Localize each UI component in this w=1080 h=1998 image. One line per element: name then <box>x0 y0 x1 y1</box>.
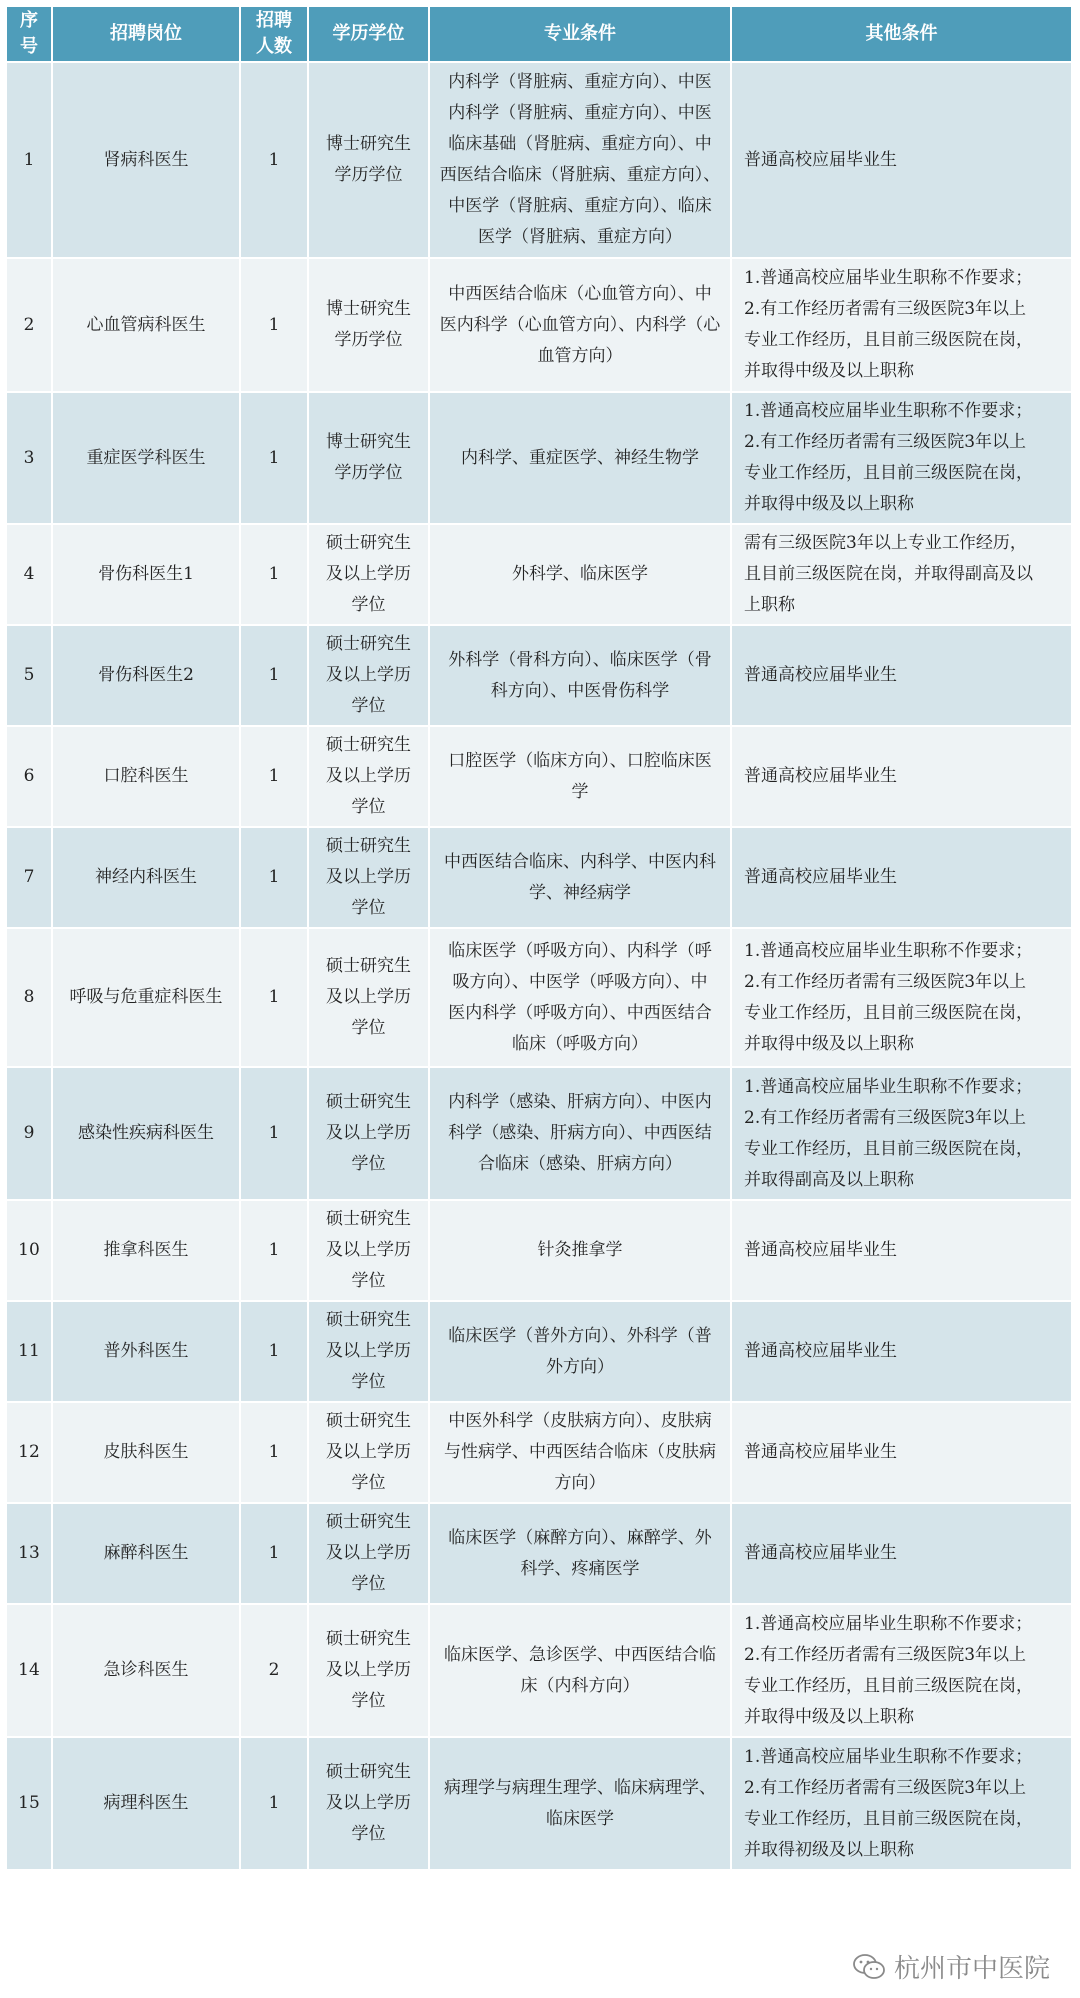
cell-education: 硕士研究生 及以上学历 学位 <box>309 1605 428 1736</box>
table-row <box>7 1504 1071 1603</box>
cell-position: 骨伤科医生2 <box>53 626 239 725</box>
cell-count: 1 <box>241 525 307 624</box>
table-header-row <box>7 7 1071 61</box>
cell-other: 1.普通高校应届毕业生职称不作要求； 2.有工作经历者需有三级医院3年以上 专业工作经历，且目前三级医院在岗， 并取得初级及以上职称 <box>732 1738 1071 1869</box>
header-education: 学历学位 <box>309 7 428 61</box>
cell-count: 1 <box>241 1738 307 1869</box>
cell-no: 13 <box>7 1504 51 1603</box>
cell-other: 普通高校应届毕业生 <box>732 1201 1071 1300</box>
cell-count: 2 <box>241 1605 307 1736</box>
cell-no: 9 <box>7 1068 51 1199</box>
cell-other: 普通高校应届毕业生 <box>732 1302 1071 1401</box>
cell-other: 1.普通高校应届毕业生职称不作要求； 2.有工作经历者需有三级医院3年以上 专业工作经历，且目前三级医院在岗， 并取得中级及以上职称 <box>732 929 1071 1066</box>
cell-count: 1 <box>241 1403 307 1502</box>
watermark <box>852 1948 1050 1985</box>
cell-no: 10 <box>7 1201 51 1300</box>
cell-no: 8 <box>7 929 51 1066</box>
cell-position: 呼吸与危重症科医生 <box>53 929 239 1066</box>
cell-position: 神经内科医生 <box>53 828 239 927</box>
cell-major: 中西医结合临床（心血管方向）、中 医内科学（心血管方向）、内科学（心 血管方向） <box>430 259 730 391</box>
cell-major: 临床医学（呼吸方向）、内科学（呼 吸方向）、中医学（呼吸方向）、中 医内科学（呼吸方向）、中西医结合 临床（呼吸方向） <box>430 929 730 1066</box>
table-row <box>7 626 1071 725</box>
cell-education: 硕士研究生 及以上学历 学位 <box>309 1068 428 1199</box>
cell-education: 硕士研究生 及以上学历 学位 <box>309 1201 428 1300</box>
cell-education: 博士研究生 学历学位 <box>309 393 428 523</box>
cell-other: 普通高校应届毕业生 <box>732 828 1071 927</box>
cell-position: 骨伤科医生1 <box>53 525 239 624</box>
cell-other: 1.普通高校应届毕业生职称不作要求； 2.有工作经历者需有三级医院3年以上 专业工作经历，且目前三级医院在岗， 并取得中级及以上职称 <box>732 393 1071 523</box>
table-row <box>7 1068 1071 1199</box>
cell-education: 博士研究生 学历学位 <box>309 63 428 257</box>
cell-position: 口腔科医生 <box>53 727 239 826</box>
cell-major: 临床医学、急诊医学、中西医结合临 床（内科方向） <box>430 1605 730 1736</box>
recruitment-table <box>5 5 1073 1871</box>
cell-count: 1 <box>241 626 307 725</box>
cell-major: 临床医学（普外方向）、外科学（普 外方向） <box>430 1302 730 1401</box>
cell-major: 病理学与病理生理学、临床病理学、 临床医学 <box>430 1738 730 1869</box>
cell-no: 11 <box>7 1302 51 1401</box>
table-row <box>7 259 1071 391</box>
table-row <box>7 828 1071 927</box>
header-position: 招聘岗位 <box>53 7 239 61</box>
table-body <box>7 63 1071 1869</box>
cell-position: 推拿科医生 <box>53 1201 239 1300</box>
cell-no: 7 <box>7 828 51 927</box>
cell-education: 硕士研究生 及以上学历 学位 <box>309 1302 428 1401</box>
cell-other: 1.普通高校应届毕业生职称不作要求； 2.有工作经历者需有三级医院3年以上 专业工作经历，且目前三级医院在岗， 并取得中级及以上职称 <box>732 1605 1071 1736</box>
cell-other: 需有三级医院3年以上专业工作经历， 且目前三级医院在岗，并取得副高及以 上职称 <box>732 525 1071 624</box>
table-row <box>7 393 1071 523</box>
cell-major: 外科学、临床医学 <box>430 525 730 624</box>
cell-other: 1.普通高校应届毕业生职称不作要求； 2.有工作经历者需有三级医院3年以上 专业工作经历，且目前三级医院在岗， 并取得副高及以上职称 <box>732 1068 1071 1199</box>
cell-major: 临床医学（麻醉方向）、麻醉学、外 科学、疼痛医学 <box>430 1504 730 1603</box>
cell-education: 硕士研究生 及以上学历 学位 <box>309 1504 428 1603</box>
cell-education: 硕士研究生 及以上学历 学位 <box>309 626 428 725</box>
cell-major: 内科学（肾脏病、重症方向）、中医 内科学（肾脏病、重症方向）、中医 临床基础（肾脏病、重症方向）、中 西医结合临床（肾脏病、重症方向）、 中医学（肾脏病、重症方向）、临床 医学（肾脏病、重症方向） <box>430 63 730 257</box>
cell-position: 病理科医生 <box>53 1738 239 1869</box>
cell-count: 1 <box>241 828 307 927</box>
cell-education: 硕士研究生 及以上学历 学位 <box>309 1403 428 1502</box>
table-row <box>7 1403 1071 1502</box>
cell-position: 皮肤科医生 <box>53 1403 239 1502</box>
header-no: 序 号 <box>7 7 51 61</box>
cell-position: 急诊科医生 <box>53 1605 239 1736</box>
table-row <box>7 1302 1071 1401</box>
cell-count: 1 <box>241 1201 307 1300</box>
cell-major: 中西医结合临床、内科学、中医内科 学、神经病学 <box>430 828 730 927</box>
cell-major: 口腔医学（临床方向）、口腔临床医 学 <box>430 727 730 826</box>
cell-position: 普外科医生 <box>53 1302 239 1401</box>
cell-major: 内科学、重症医学、神经生物学 <box>430 393 730 523</box>
cell-other: 普通高校应届毕业生 <box>732 1403 1071 1502</box>
table-row <box>7 929 1071 1066</box>
cell-no: 2 <box>7 259 51 391</box>
table-row <box>7 1605 1071 1736</box>
cell-count: 1 <box>241 259 307 391</box>
cell-education: 硕士研究生 及以上学历 学位 <box>309 525 428 624</box>
cell-education: 硕士研究生 及以上学历 学位 <box>309 828 428 927</box>
cell-no: 14 <box>7 1605 51 1736</box>
cell-no: 1 <box>7 63 51 257</box>
cell-count: 1 <box>241 1302 307 1401</box>
cell-education: 硕士研究生 及以上学历 学位 <box>309 727 428 826</box>
table-row <box>7 63 1071 257</box>
cell-major: 外科学（骨科方向）、临床医学（骨 科方向）、中医骨伤科学 <box>430 626 730 725</box>
cell-count: 1 <box>241 727 307 826</box>
header-other: 其他条件 <box>732 7 1071 61</box>
table-row <box>7 1738 1071 1869</box>
cell-no: 3 <box>7 393 51 523</box>
cell-other: 普通高校应届毕业生 <box>732 626 1071 725</box>
cell-position: 心血管病科医生 <box>53 259 239 391</box>
header-major: 专业条件 <box>430 7 730 61</box>
cell-other: 普通高校应届毕业生 <box>732 63 1071 257</box>
cell-major: 中医外科学（皮肤病方向）、皮肤病 与性病学、中西医结合临床（皮肤病 方向） <box>430 1403 730 1502</box>
cell-count: 1 <box>241 929 307 1066</box>
wechat-icon <box>852 1953 886 1981</box>
cell-other: 1.普通高校应届毕业生职称不作要求； 2.有工作经历者需有三级医院3年以上 专业工作经历，且目前三级医院在岗， 并取得中级及以上职称 <box>732 259 1071 391</box>
cell-other: 普通高校应届毕业生 <box>732 727 1071 826</box>
cell-count: 1 <box>241 63 307 257</box>
cell-count: 1 <box>241 1504 307 1603</box>
recruitment-table-container <box>5 5 1073 1871</box>
cell-count: 1 <box>241 393 307 523</box>
cell-other: 普通高校应届毕业生 <box>732 1504 1071 1603</box>
table-row <box>7 1201 1071 1300</box>
cell-major: 内科学（感染、肝病方向）、中医内 科学（感染、肝病方向）、中西医结 合临床（感染、肝病方向） <box>430 1068 730 1199</box>
cell-count: 1 <box>241 1068 307 1199</box>
cell-position: 麻醉科医生 <box>53 1504 239 1603</box>
cell-no: 4 <box>7 525 51 624</box>
cell-no: 12 <box>7 1403 51 1502</box>
cell-position: 感染性疾病科医生 <box>53 1068 239 1199</box>
cell-no: 5 <box>7 626 51 725</box>
table-row <box>7 525 1071 624</box>
cell-no: 6 <box>7 727 51 826</box>
cell-education: 博士研究生 学历学位 <box>309 259 428 391</box>
cell-position: 肾病科医生 <box>53 63 239 257</box>
header-count: 招聘 人数 <box>241 7 307 61</box>
cell-major: 针灸推拿学 <box>430 1201 730 1300</box>
cell-position: 重症医学科医生 <box>53 393 239 523</box>
table-row <box>7 727 1071 826</box>
cell-education: 硕士研究生 及以上学历 学位 <box>309 1738 428 1869</box>
cell-no: 15 <box>7 1738 51 1869</box>
watermark-text: 杭州市中医院 <box>893 1954 1050 1984</box>
cell-education: 硕士研究生 及以上学历 学位 <box>309 929 428 1066</box>
